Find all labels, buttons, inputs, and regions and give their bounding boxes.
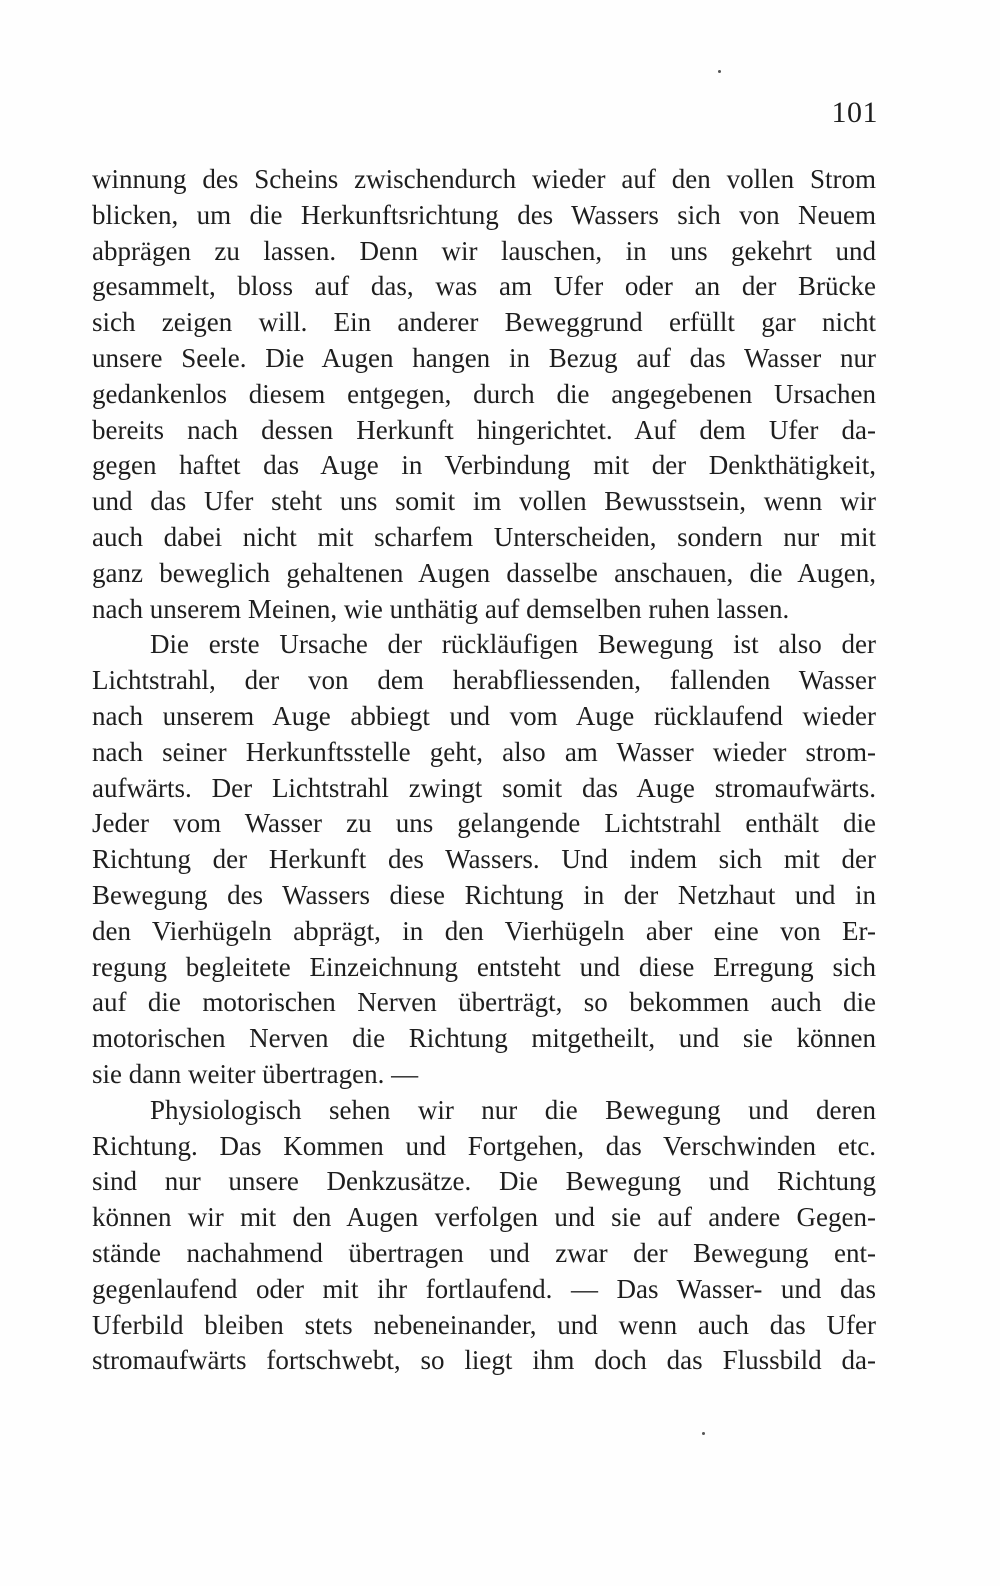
text-line: blicken, um die Herkunftsrichtung des Wassers sich von Neuem bbox=[92, 199, 876, 230]
text-line: auch dabei nicht mit scharfem Unterscheiden, sondern nur mit bbox=[92, 521, 876, 552]
text-line: regung begleitete Einzeichnung entsteht und diese Erregung sich bbox=[92, 951, 876, 982]
print-speck bbox=[718, 70, 721, 73]
text-line: gedankenlos diesem entgegen, durch die angegebenen Ursachen bbox=[92, 378, 876, 409]
text-line: auf die motorischen Nerven überträgt, so bekommen auch die bbox=[92, 987, 876, 1018]
text-line: Lichtstrahl, der von dem herabfliessenden, fallenden Wasser bbox=[92, 665, 876, 696]
text-line: stände nachahmend übertragen und zwar der Bewegung ent- bbox=[92, 1237, 876, 1268]
text-line: Die erste Ursache der rückläufigen Bewegung ist also der bbox=[150, 629, 876, 660]
text-line: Richtung der Herkunft des Wassers. Und indem sich mit der bbox=[92, 844, 876, 875]
text-line: Bewegung des Wassers diese Richtung in der Netzhaut und in bbox=[92, 879, 876, 910]
text-line: bereits nach dessen Herkunft hingerichtet. Auf dem Ufer da- bbox=[92, 414, 876, 445]
text-line: Jeder vom Wasser zu uns gelangende Lichtstrahl enthält die bbox=[92, 808, 876, 839]
text-line: nach unserem Meinen, wie unthätig auf demselben ruhen lassen. bbox=[92, 593, 790, 624]
text-line: können wir mit den Augen verfolgen und sie auf andere Gegen- bbox=[92, 1202, 876, 1233]
text-line: motorischen Nerven die Richtung mitgetheilt, und sie können bbox=[92, 1023, 876, 1054]
text-line: gegenlaufend oder mit ihr fortlaufend. — Das Wasser- und das bbox=[92, 1273, 876, 1304]
text-line: Uferbild bleiben stets nebeneinander, und wenn auch das Ufer bbox=[92, 1309, 876, 1340]
text-line: winnung des Scheins zwischendurch wieder auf den vollen Strom bbox=[92, 164, 876, 194]
text-line: ganz beweglich gehaltenen Augen dasselbe anschauen, die Augen, bbox=[92, 557, 876, 588]
text-line: sie dann weiter übertragen. — bbox=[92, 1058, 419, 1089]
text-line: Richtung. Das Kommen und Fortgehen, das Verschwinden etc. bbox=[92, 1130, 876, 1161]
text-line: den Vierhügeln abprägt, in den Vierhügeln aber eine von Er- bbox=[92, 915, 876, 946]
body-text bbox=[92, 162, 876, 1379]
print-speck bbox=[702, 1432, 705, 1435]
text-line: Physiologisch sehen wir nur die Bewegung und deren bbox=[150, 1094, 876, 1125]
text-line: abprägen zu lassen. Denn wir lauschen, in uns gekehrt und bbox=[92, 235, 876, 266]
text-line: sich zeigen will. Ein anderer Beweggrund erfüllt gar nicht bbox=[92, 307, 876, 338]
text-line: aufwärts. Der Lichtstrahl zwingt somit das Auge stromaufwärts. bbox=[92, 772, 876, 803]
text-line: sind nur unsere Denkzusätze. Die Bewegung und Richtung bbox=[92, 1166, 876, 1197]
text-line: stromaufwärts fortschwebt, so liegt ihm doch das Flussbild da- bbox=[92, 1345, 876, 1376]
text-line: nach seiner Herkunftsstelle geht, also am Wasser wieder strom- bbox=[92, 736, 876, 767]
text-line: gegen haftet das Auge in Verbindung mit der Denkthätigkeit, bbox=[92, 450, 876, 481]
text-line: unsere Seele. Die Augen hangen in Bezug auf das Wasser nur bbox=[92, 342, 876, 373]
text-line: nach unserem Auge abbiegt und vom Auge rücklaufend wieder bbox=[92, 700, 876, 731]
page-number: 101 bbox=[831, 96, 878, 129]
text-line: gesammelt, bloss auf das, was am Ufer oder an der Brücke bbox=[92, 271, 876, 302]
text-line: und das Ufer steht uns somit im vollen Bewusstsein, wenn wir bbox=[92, 486, 876, 517]
